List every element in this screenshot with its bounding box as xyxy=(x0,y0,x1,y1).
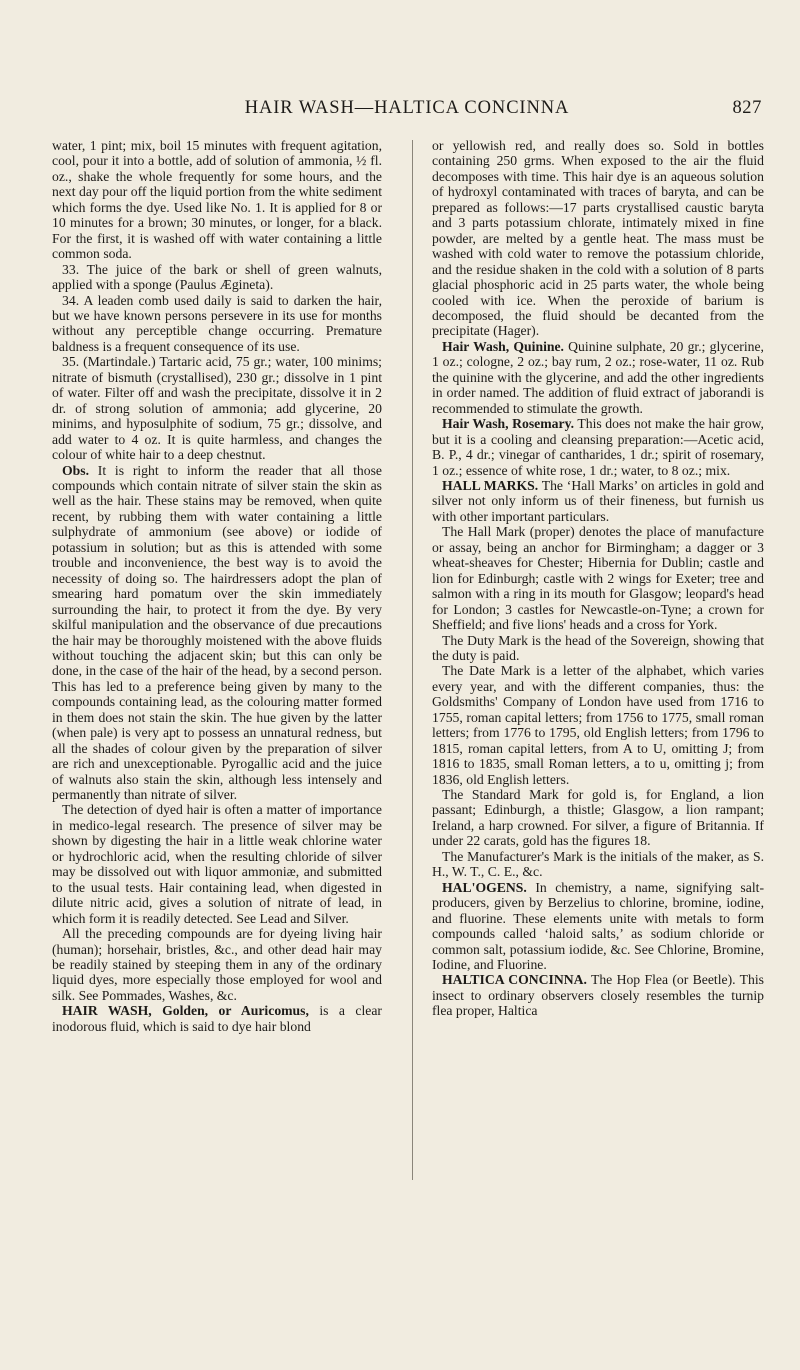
paragraph: The Hall Mark (proper) denotes the place of manufacture or assay, being an anchor for Birmingham; a dagger or 3 wheat-sheaves for Chester; Hibernia for Dublin; castle and lion for Edinburgh; castle with 2 wings for Exeter; tree and salmon with a ring in its mouth for Glasgow; leopard's head for London; 3 castles for Newcastle-on-Tyne; a crown for Sheffield; and five lions' heads and a cross for York. xyxy=(432,524,764,633)
paragraph: 35. (Martindale.) Tartaric acid, 75 gr.; water, 100 minims; nitrate of bismuth (crystallised), 230 gr.; dissolve in 1 pint of water. Filter off and wash the precipitate, dissolve it in 2 dr. of strong solution of ammonia; add glycerine, 20 minims, and hyposulphite of sodium, 75 gr.; dissolve, and add water to 4 oz. It is quite harmless, and changes the colour of white hair to a deep chestnut. xyxy=(52,354,382,463)
paragraph: Obs. It is right to inform the reader that all those compounds which contain nitrate of silver stain the skin as well as the hair. These stains may be removed, when quite recent, by rubbing them with water containing a little sulphydrate of ammonium (see above) or iodide of potassium in solution; but as this is attended with some trouble and inconvenience, the best way is to avoid the necessity of doing so. The hairdressers adopt the plan of smearing hard pomatum over the skin immediately surrounding the hair, to protect it from the dye. By very skilful manipulation and the observance of due precautions the hair may be thoroughly moistened with the above fluids without touching the adjacent skin; but this can only be done, in the case of the hair of the head, by a second person. This has led to a preference being given by many to the compounds containing lead, as the colouring matter formed in them does not stain the skin. The hue given by the latter (when pale) is very apt to possess an unnatural redness, but all the shades of colour given by the preparation of silver are rich and unexceptionable. Pyrogallic acid and the juice of walnuts also stain the skin, although less intensely and permanently than nitrate of silver. xyxy=(52,462,382,803)
paragraph: The Standard Mark for gold is, for England, a lion passant; Edinburgh, a thistle; Glasgow, a lion rampant; Ireland, a harp crowned. For silver, a figure of Britannia. If under 22 carats, gold has the figures 18. xyxy=(432,787,764,849)
paragraph: All the preceding compounds are for dyeing living hair (human); horsehair, bristles, &c., and other dead hair may be readily stained by steeping them in any of the ordinary liquid dyes, more especially those employed for wool and silk. See Pommades, Washes, &c. xyxy=(52,926,382,1003)
page-number: 827 xyxy=(732,98,762,118)
running-head: HAIR WASH—HALTICA CONCINNA xyxy=(244,98,570,118)
paragraph: 34. A leaden comb used daily is said to darken the hair, but we have known persons persevere in its use for months without any perceptible change occurring. Premature baldness is a frequent consequence of its use. xyxy=(52,292,382,354)
paragraph: HALTICA CONCINNA. The Hop Flea (or Beetle). This insect to ordinary observers closely resembles the turnip flea proper, Haltica xyxy=(432,972,764,1019)
left-column xyxy=(52,138,382,1034)
paragraph: Hair Wash, Rosemary. This does not make the hair grow, but it is a cooling and cleansing preparation:—Acetic acid, B. P., 4 dr.; vinegar of cantharides, 1 dr.; spirit of rosemary, 1 oz.; essence of white rose, 1 dr.; water, to 8 oz.; mix. xyxy=(432,416,764,478)
paragraph: HALL MARKS. The ‘Hall Marks’ on articles in gold and silver not only inform us of their fineness, but furnish us with other important particulars. xyxy=(432,477,765,524)
paragraph: Hair Wash, Quinine. Quinine sulphate, 20 gr.; glycerine, 1 oz.; cologne, 2 oz.; bay rum, 2 oz.; rose-water, 11 oz. Rub the quinine with the glycerine, and add the other ingredients in order named. The addition of fluid extract of jaborandi is recommended to stimulate the growth. xyxy=(432,338,764,416)
paragraph: 33. The juice of the bark or shell of green walnuts, applied with a sponge (Paulus Ægineta). xyxy=(52,261,382,293)
right-column xyxy=(432,138,764,1019)
paragraph: The Manufacturer's Mark is the initials of the maker, as S. H., W. T., C. E., &c. xyxy=(432,848,764,880)
paragraph: HAL'OGENS. In chemistry, a name, signifying salt-producers, given by Berzelius to chlorine, bromine, iodine, and fluorine. These elements unite with metals to form compounds called ‘haloid salts,’ as sodium chloride or common salt, potassium iodide, &c. See Chlorine, Bromine, Iodine, and Fluorine. xyxy=(432,879,764,973)
paragraph: HAIR WASH, Golden, or Auricomus, is a clear inodorous fluid, which is said to dye hair blond xyxy=(52,1003,382,1034)
paragraph: The Date Mark is a letter of the alphabet, which varies every year, and with the different companies, thus: the Goldsmiths' Company of London have used from 1716 to 1755, roman capital letters; from 1756 to 1775, small roman letters; from 1776 to 1795, old English letters; from 1796 to 1815, roman capital letters, from A to U, omitting J; from 1816 to 1835, small Roman letters, a to u, omitting j; from 1836, old English letters. xyxy=(432,663,764,787)
column-divider xyxy=(412,140,413,1180)
paragraph: The Duty Mark is the head of the Sovereign, showing that the duty is paid. xyxy=(432,632,764,663)
paragraph: The detection of dyed hair is often a matter of importance in medico-legal research. The presence of silver may be shown by digesting the hair in a little weak chlorine water or hydrochloric acid, when the resulting chloride of silver may be dissolved out with liquor ammoniæ, and submitted to the usual tests. Hair containing lead, when digested in dilute nitric acid, gives a solution of nitrate of lead, in which form it is readily detected. See Lead and Silver. xyxy=(52,802,382,926)
paragraph: water, 1 pint; mix, boil 15 minutes with frequent agitation, cool, pour it into a bottle, add of solution of ammonia, ½ fl. oz., shake the whole frequently for some hours, and the next day pour off the liquid portion from the white sediment which forms the dye. Used like No. 1. It is applied for 8 or 10 minutes for a brown; 30 minutes, or longer, for a black. For the first, it is washed off with water containing a little common soda. xyxy=(52,138,382,262)
page-header xyxy=(52,98,762,124)
paragraph: or yellowish red, and really does so. Sold in bottles containing 250 grms. When exposed to the air the fluid decomposes with time. This hair dye is an aqueous solution of hydroxyl contaminated with traces of baryta, and can be prepared as follows:—17 parts crystallised caustic baryta and 3 parts potassium chlorate, intimately mixed in fine powder, are melted by a gentle heat. The mass must be washed with cold water to remove the potassium chloride, and the residue shaken in the cold with a solution of 8 parts glacial phosphoric acid in 25 parts water, the whole being cooled with ice. When the peroxide of barium is decomposed, the fluid should be decanted from the precipitate (Hager). xyxy=(432,138,764,339)
